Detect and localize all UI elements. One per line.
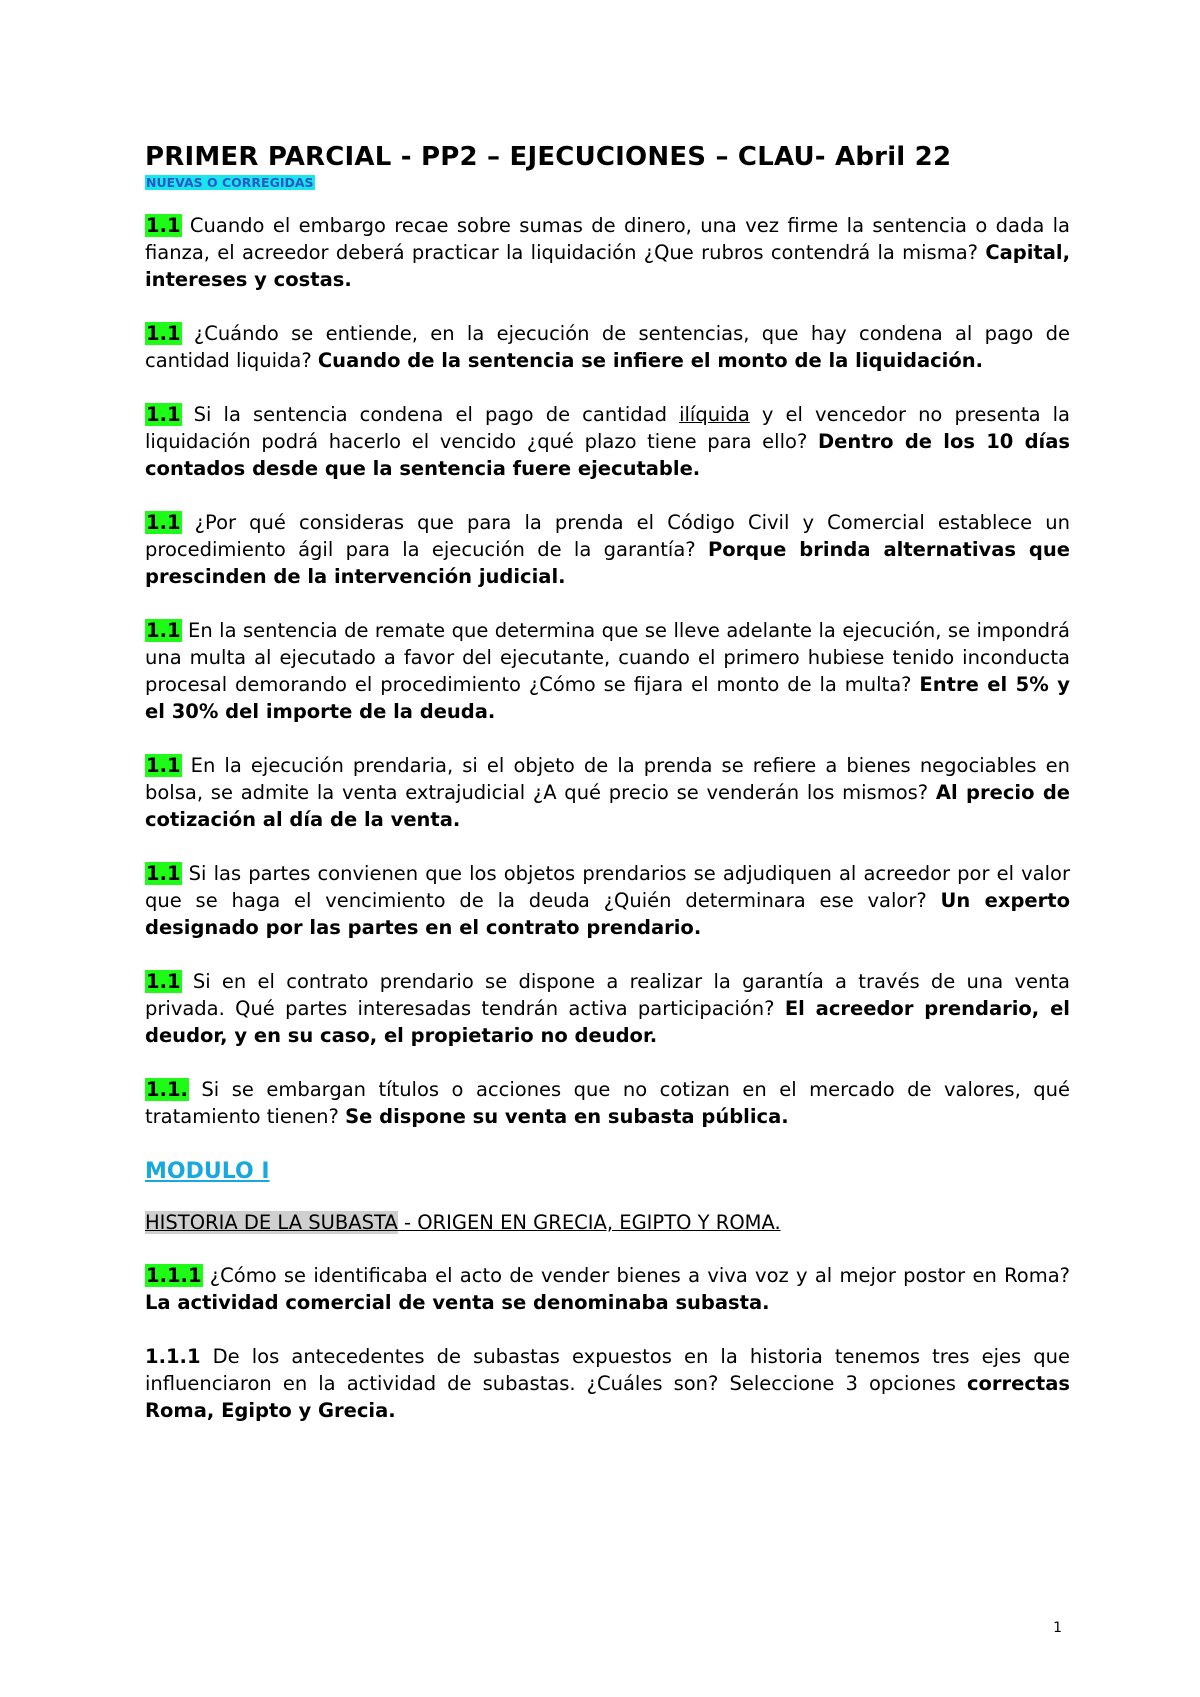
answer-text: Dentro de los 10 días contados desde que la sentencia fuere ejecutable. <box>145 430 1070 480</box>
answer-text: La actividad comercial de venta se denominaba subasta. <box>145 1291 770 1314</box>
answer-text: Un experto designado por las partes en el contrato prendario. <box>145 889 1070 939</box>
section-heading-rest: - ORIGEN EN GRECIA, EGIPTO Y ROMA. <box>397 1211 781 1234</box>
question-paragraph <box>145 320 1070 374</box>
page-number: 1 <box>1053 1620 1062 1636</box>
section-heading-shaded: HISTORIA DE LA SUBASTA <box>145 1211 398 1234</box>
question-paragraph <box>145 1343 1070 1424</box>
question-number: 1.1. <box>146 1078 188 1101</box>
question-paragraph <box>145 212 1070 293</box>
question-number: 1.1 <box>146 322 181 345</box>
question-paragraph <box>145 752 1070 833</box>
underlined-word: ilíquida <box>679 403 750 426</box>
question-number: 1.1.1 <box>146 1264 202 1287</box>
question-paragraph <box>145 1262 1070 1316</box>
question-text: Si las partes convienen que los objetos prendarios se adjudiquen al acreedor por el valor que se haga el vencimiento de la deuda ¿Quién determinara ese valor? <box>145 862 1070 912</box>
question-text: ¿Cómo se identificaba el acto de vender bienes a viva voz y al mejor postor en Roma? <box>202 1264 1070 1287</box>
question-paragraph <box>145 617 1070 725</box>
question-number: 1.1 <box>146 214 181 237</box>
answer-text: Entre el 5% y el 30% del importe de la deuda. <box>145 673 1070 723</box>
question-paragraph <box>145 860 1070 941</box>
question-text: En la ejecución prendaria, si el objeto de la prenda se refiere a bienes negociables en bolsa, se admite la venta extrajudicial ¿A qué precio se venderán los mismos? <box>145 754 1070 804</box>
question-text: ¿Por qué consideras que para la prenda el Código Civil y Comercial establece un procedimiento ágil para la ejecución de la garantía? <box>145 511 1070 561</box>
question-number: 1.1 <box>146 970 181 993</box>
question-number: 1.1.1 <box>145 1345 201 1368</box>
question-text: y el vencedor no presenta la liquidación podrá hacerlo el vencido ¿qué plazo tiene para ello? <box>145 403 1070 453</box>
question-paragraph <box>145 1076 1070 1130</box>
question-paragraph <box>145 968 1070 1049</box>
question-text: Si se embargan títulos o acciones que no cotizan en el mercado de valores, qué tratamiento tienen? <box>145 1078 1070 1128</box>
answer-text: Se dispone su venta en subasta pública. <box>345 1105 789 1128</box>
question-paragraph <box>145 401 1070 482</box>
answer-text: Cuando de la sentencia se infiere el monto de la liquidación. <box>317 349 984 372</box>
question-number: 1.1 <box>146 511 181 534</box>
question-text: Cuando el embargo recae sobre sumas de dinero, una vez firme la sentencia o dada la fianza, el acreedor deberá practicar la liquidación ¿Que rubros contendrá la misma? <box>145 214 1070 264</box>
question-text: Si en el contrato prendario se dispone a realizar la garantía a través de una venta privada. Qué partes interesadas tendrán activa participación? <box>145 970 1070 1020</box>
answer-text: correctas Roma, Egipto y Grecia. <box>145 1372 1070 1422</box>
question-number: 1.1 <box>146 619 181 642</box>
answer-text: Porque brinda alternativas que prescinden de la intervención judicial. <box>145 538 1070 588</box>
question-number: 1.1 <box>146 754 181 777</box>
document-title: PRIMER PARCIAL - PP2 – EJECUCIONES – CLAU- Abril 22 <box>145 142 952 172</box>
answer-text: Capital, intereses y costas. <box>145 241 1070 291</box>
subtitle-highlight: NUEVAS O CORREGIDAS <box>146 175 314 190</box>
question-number: 1.1 <box>146 403 181 426</box>
answer-text: Al precio de cotización al día de la venta. <box>145 781 1071 831</box>
question-text: ¿Cuándo se entiende, en la ejecución de sentencias, que hay condena al pago de cantidad liquida? <box>145 322 1070 372</box>
module-heading: MODULO I <box>145 1159 270 1184</box>
question-text: Si la sentencia condena el pago de cantidad <box>181 403 680 426</box>
section-heading <box>145 1209 1070 1236</box>
question-number: 1.1 <box>146 862 181 885</box>
question-text: En la sentencia de remate que determina que se lleve adelante la ejecución, se impondrá una multa al ejecutado a favor del ejecutante, cuando el primero hubiese tenido inconducta procesal demorando el procedimiento ¿Cómo se fijara el monto de la multa? <box>145 619 1070 696</box>
question-text: De los antecedentes de subastas expuestos en la historia tenemos tres ejes que influenciaron en la actividad de subastas. ¿Cuáles son? Seleccione 3 opciones <box>145 1345 1070 1395</box>
question-paragraph <box>145 509 1070 590</box>
answer-text: El acreedor prendario, el deudor, y en su caso, el propietario no deudor. <box>145 997 1070 1047</box>
